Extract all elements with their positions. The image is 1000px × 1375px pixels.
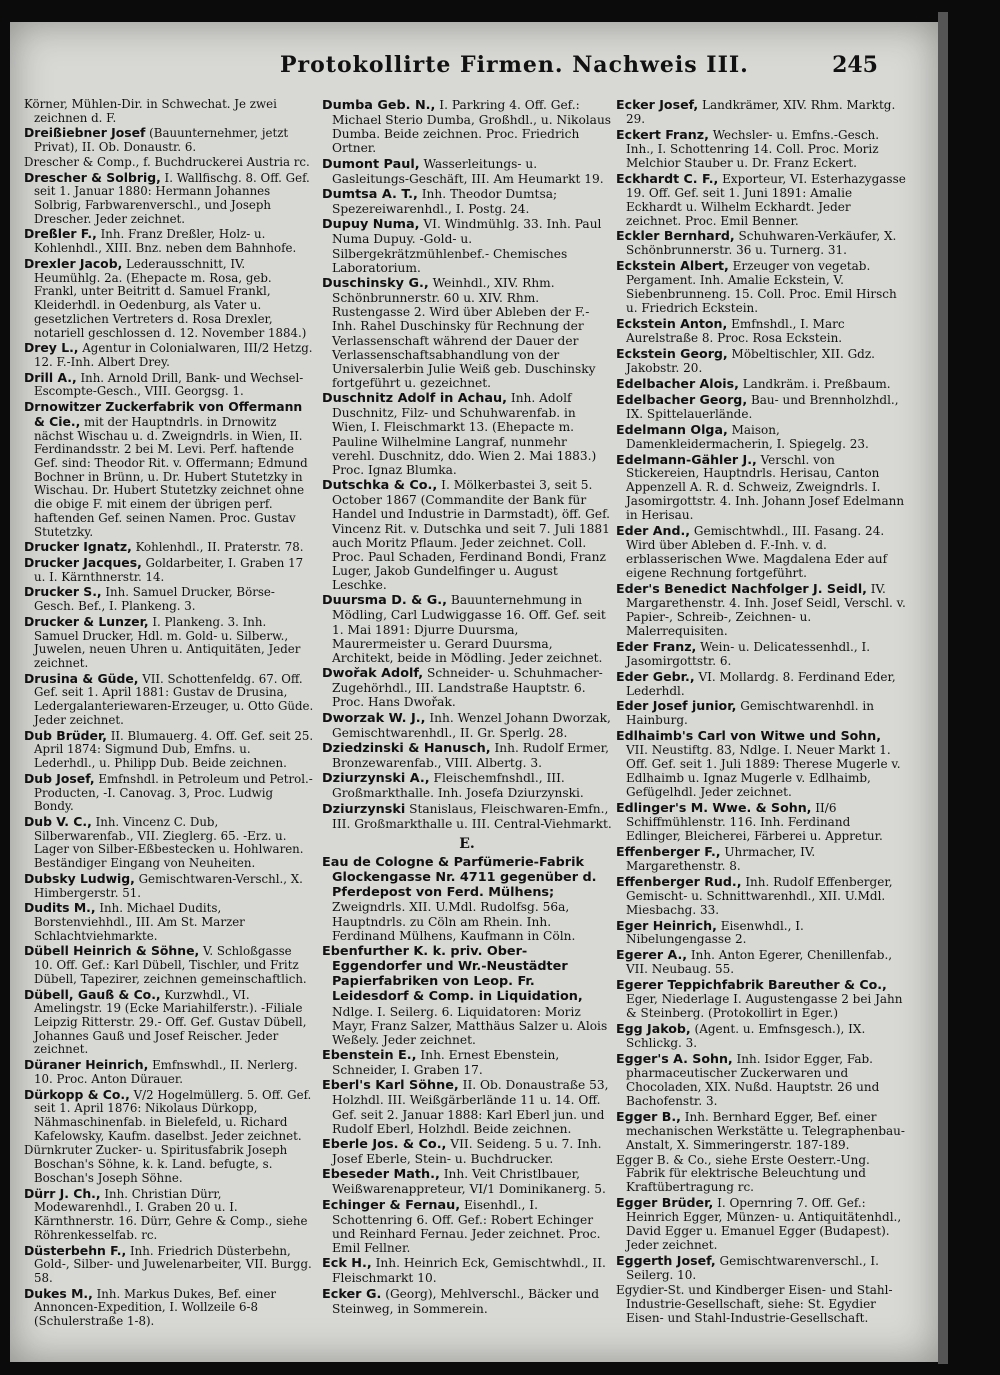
column-1: [24, 98, 314, 1330]
firm-name: Drusina & Güde,: [24, 670, 139, 686]
entry-text: I. Parkring 4. Off. Gef.: Michael Sterio Dumba, Großhdl., u. Nikolaus Dumba. Beide zeichnen. Proc. Friedrich Ortner.: [332, 98, 612, 156]
directory-entry: [24, 126, 314, 154]
entry-text: Inh. Rudolf Ermer, Bronzewarenfab., VIII. Albertg. 3.: [332, 740, 610, 771]
entry-text: (Georg), Mehlverschl., Bäcker und Steinweg, in Sommerein.: [332, 1286, 600, 1316]
directory-entry: [322, 98, 612, 156]
directory-entry: [616, 640, 906, 669]
directory-entry: [24, 257, 314, 340]
entry-text: Inh. Wenzel Johann Dworzak, Gemischtwarenhdl., II. Gr. Sperlg. 28.: [332, 710, 611, 740]
entry-text: Gemischtwaren-Verschl., X. Himbergerstr. 51.: [34, 871, 303, 900]
entry-text: Inh. Theodor Dumtsa; Spezereiwarenhdl., I. Postg. 24.: [332, 186, 558, 217]
entry-text: Maison, Damenkleidermacherin, I. Spiegelg. 23.: [626, 422, 869, 451]
directory-entry: [616, 1254, 906, 1283]
entry-text: Agentur in Colonialwaren, III/2 Hetzg. 12. F.-Inh. Albert Drey.: [34, 341, 313, 369]
entry-text: Inh. Heinrich Eck, Gemischtwhdl., II. Fleischmarkt 10.: [332, 1256, 606, 1286]
directory-entry: [616, 875, 906, 918]
firm-name: Düsterbehn F.,: [24, 1242, 127, 1258]
firm-name: Dukes M.,: [24, 1285, 93, 1301]
firm-name: Edelbacher Georg,: [616, 391, 748, 407]
firm-name: Drescher & Solbrig,: [24, 169, 161, 185]
directory-entry: [322, 391, 612, 477]
firm-name: Dudits M.,: [24, 900, 96, 916]
directory-entry: [322, 802, 612, 831]
firm-name: Egger Brüder,: [616, 1195, 714, 1211]
entry-text: I. Plankeng. 3. Inh. Samuel Drucker, Hdl. m. Gold- u. Silberw., Juwelen, neuen Uhren u. Antiquitäten, Jeder zeichnet.: [34, 614, 301, 671]
firm-name: Dubsky Ludwig,: [24, 870, 135, 886]
directory-entry: [616, 393, 906, 422]
firm-name: Dürr J. Ch.,: [24, 1185, 101, 1201]
entry-text: Ndlge. I. Seilerg. 6. Liquidatoren: Moriz Mayr, Franz Salzer, Matthäus Salzer u. Alois Weßely. Jeder zeichnet.: [332, 1004, 608, 1047]
entry-text: Lederausschnitt, IV. Heumühlg. 2a. (Ehepacte m. Rosa, geb. Frankl, unter Beitritt d. Samuel Frankl, Kleiderhdl. in Oedenburg, als Vater u. gesetzlichen Vertreters d. Rosa Drexler, notariell geschlossen d. 12. November 1884.): [34, 256, 307, 340]
entry-text: Emfnswhdl., II. Nerlerg. 10. Proc. Anton Dürauer.: [34, 1058, 298, 1086]
directory-entry: [24, 227, 314, 255]
section-letter: E.: [459, 835, 475, 852]
entry-text: Inh. Michael Dudits, Borstenviehhdl., III. Am St. Marzer Schlachtviehmarkte.: [34, 901, 245, 943]
entry-text: Möbeltischler, XII. Gdz. Jakobstr. 20.: [626, 346, 875, 375]
entry-text: Uhrmacher, IV. Margarethenstr. 8.: [626, 844, 816, 873]
entry-text: Körner, Mühlen-Dir. in Schwechat. Je zwei zeichnen d. F.: [24, 97, 277, 125]
directory-entry: [616, 801, 906, 844]
entry-text: (Agent. u. Emfnsgesch.), IX. Schlickg. 3.: [626, 1022, 866, 1050]
directory-entry: [322, 1137, 612, 1166]
firm-name: Ecker Josef,: [616, 97, 699, 112]
entry-text: Wein- u. Delicatessenhdl., I. Jasomirgottstr. 6.: [626, 639, 871, 668]
firm-name: Drexler Jacob,: [24, 255, 123, 271]
directory-entry: [24, 1088, 314, 1144]
firm-name: Drey L.,: [24, 340, 79, 356]
directory-entry: [616, 1110, 906, 1153]
directory-entry: [24, 944, 314, 986]
directory-entry: [322, 1048, 612, 1077]
firm-name: Ebeseder Math.,: [322, 1167, 440, 1183]
firm-name: Eckhardt C. F.,: [616, 170, 719, 186]
firm-name: Dub Josef,: [24, 770, 95, 786]
entry-text: Bauunternehmung in Mödling, Carl Ludwiggasse 16. Off. Gef. seit 1. Mai 1891: Djurre Duursma, Maurermeister u. Gerard Duursma, Architekt, beide in Mödling. Jeder zeichnet.: [332, 593, 606, 665]
firm-name: Effenberger Rud.,: [616, 873, 742, 889]
directory-entry: [322, 711, 612, 740]
directory-entry: [24, 901, 314, 943]
entry-text: Emfnshdl., I. Marc Aurelstraße 8. Proc. Rosa Eckstein.: [626, 317, 845, 345]
firm-name: Dworzak W. J.,: [322, 710, 426, 726]
entry-text: (Bauunternehmer, jetzt Privat), II. Ob. Donaustr. 6.: [34, 126, 289, 155]
firm-name: Egger's A. Sohn,: [616, 1050, 733, 1066]
firm-name: Ebenfurther K. k. priv. Ober-Eggendorfer und Wr.-Neustädter Papierfabriken von Leop. Fr. Leidesdorf & Comp. in Liquidation,: [322, 943, 583, 1005]
directory-entry: [616, 98, 906, 127]
firm-name: Dutschka & Co.,: [322, 478, 438, 494]
entry-text: Egydier-St. und Kindberger Eisen- und Stahl-Industrie-Gesellschaft, siehe: St. Egydier Eisen- und Stahl-Industrie-Gesellschaft.: [616, 1282, 893, 1325]
entry-text: Dürnkruter Zucker- u. Spiritusfabrik Joseph Boschan's Söhne, k. k. Land. befugte, s. Boschan's Joseph Söhne.: [24, 1143, 288, 1185]
firm-name: Duschinsky G.,: [322, 275, 429, 291]
entry-text: Weinhdl., XIV. Rhm. Schönbrunnerstr. 60 u. XIV. Rhm. Rustengasse 2. Wird über Ableben der F.-Inh. Rahel Duschinsky für Rechnung der Verlassenschaft während der Dauer der Verlassenschaftsabhandlung von der Universalerbin Julie Weiß geb. Duschinsky fortgeführt u. gezeichnet.: [332, 275, 596, 390]
directory-entry: [616, 948, 906, 977]
directory-entry: [322, 771, 612, 800]
entry-text: Landkräm. i. Preßbaum.: [742, 376, 891, 391]
directory-entry: [24, 1187, 314, 1243]
directory-entry: [322, 741, 612, 770]
page-edge: [938, 12, 948, 1364]
entry-text: Eisenwhdl., I. Nibelungengasse 2.: [626, 918, 804, 947]
firm-name: Drucker Ignatz,: [24, 539, 132, 555]
firm-name: Eder Josef junior,: [616, 698, 737, 714]
directory-entry: [322, 1167, 612, 1196]
directory-entry: [24, 988, 314, 1058]
firm-name: Dübell, Gauß & Co.,: [24, 986, 161, 1002]
firm-name: Edelmann Olga,: [616, 421, 728, 437]
firm-name: Dübell Heinrich & Söhne,: [24, 943, 200, 959]
directory-entry: [616, 423, 906, 452]
firm-name: Drucker Jacques,: [24, 555, 142, 570]
entry-text: II. Blumauerg. 4. Off. Gef. seit 25. April 1874: Sigmund Dub, Emfns. u. Lederhdl., u. Philipp Dub. Beide zeichnen.: [34, 728, 314, 771]
firm-name: Dziedzinski & Hanusch,: [322, 740, 491, 756]
entry-text: Eisenhdl., I. Schottenring 6. Off. Gef.: Robert Echinger und Reinhard Fernau. Jeder zeichnet. Proc. Emil Fellner.: [332, 1197, 601, 1256]
entry-text: VII. Neustiftg. 83, Ndlge. I. Neuer Markt 1. Off. Gef. seit 1. Juli 1889: Therese Mugerle v. Edlhaimb u. Ignaz Mugerle v. Edlhaimb, Gefügelhdl. Jeder zeichnet.: [626, 743, 901, 800]
entry-text: Inh. Markus Dukes, Bef. einer Annoncen-Expedition, I. Wollzeile 6-8 (Schulerstraße 1-8).: [34, 1286, 277, 1329]
directory-entry: [322, 1198, 612, 1256]
firm-name: Dziurzynski: [322, 801, 406, 817]
entry-text: Verschl. von Stickereien, Hauptndrls. Herisau, Canton Appenzell A. R. d. Schweiz, Zweigndrls. I. Jasomirgottstr. 4. Inh. Johann Josef Edelmann in Herisau.: [626, 452, 905, 523]
page-title: Protokollirte Firmen. Nachweis III.: [280, 52, 749, 78]
directory-entry: [616, 582, 906, 639]
directory-entry: [616, 729, 906, 800]
entry-text: VII. Schottenfeldg. 67. Off. Gef. seit 1. April 1881: Gustav de Drusina, Ledergalanteriewaren-Erzeuger, u. Otto Güde. Jeder zeichnet.: [34, 671, 314, 727]
entry-text: Inh. Samuel Drucker, Börse-Gesch. Bef., I. Plankeng. 3.: [34, 585, 275, 614]
entry-text: Exporteur, VI. Esterhazygasse 19. Off. Gef. seit 1. Juni 1891: Amalie Eckhardt u. Wilhelm Eckhardt. Jeder zeichnet. Proc. Emil Benner.: [626, 171, 906, 228]
directory-entry: [24, 672, 314, 728]
entry-text: Inh. Anton Egerer, Chenillenfab., VII. Neubaug. 55.: [626, 948, 893, 977]
directory-entry: [24, 98, 314, 125]
page-header: [10, 52, 938, 92]
firm-name: Dumba Geb. N.,: [322, 98, 436, 113]
firm-name: Edelbacher Alois,: [616, 375, 739, 391]
entry-text: Goldarbeiter, I. Graben 17 u. I. Kärnthnerstr. 14.: [34, 556, 304, 584]
directory-entry: [322, 217, 612, 275]
directory-entry: [24, 815, 314, 871]
directory-entry: [616, 317, 906, 346]
entry-text: Drescher & Comp., f. Buchdruckerei Austria rc.: [24, 154, 310, 169]
directory-entry: [24, 729, 314, 771]
directory-entry: [24, 615, 314, 671]
directory-entry: [24, 1244, 314, 1286]
directory-entry: [322, 1256, 612, 1285]
entry-text: Erzeuger von vegetab. Pergament. Inh. Amalie Eckstein, V. Siebenbrunneng. 15. Coll. Proc. Emil Hirsch u. Friedrich Eckstein.: [626, 259, 897, 316]
directory-entry: [24, 585, 314, 613]
firm-name: Dub Brüder,: [24, 727, 107, 743]
firm-name: Eau de Cologne & Parfümerie-Fabrik Glockengasse Nr. 4711 gegenüber d. Pferdepost von Ferd. Mülhens;: [322, 854, 597, 901]
entry-text: Fleischemfnshdl., III. Großmarkthalle. Inh. Josefa Dziurzynski.: [332, 771, 584, 801]
directory-entry: [24, 1287, 314, 1329]
entry-text: IV. Margarethenstr. 4. Inh. Josef Seidl, Verschl. v. Papier-, Schreib-, Zeichnen- u. Malerrequisiten.: [626, 581, 906, 638]
entry-text: VI. Windmühlg. 33. Inh. Paul Numa Dupuy. -Gold- u. Silbergekrätzmühlenbef.- Chemisches Laboratorium.: [332, 217, 602, 275]
firm-name: Echinger & Fernau,: [322, 1197, 461, 1213]
firm-name: Egerer Teppichfabrik Bareuther & Co.,: [616, 977, 887, 993]
firm-name: Eckler Bernhard,: [616, 228, 735, 244]
document-page: [10, 22, 938, 1362]
entry-text: Kurzwhdl., VI. Amelingstr. 19 (Ecke Mariahilferstr.). -Filiale Leipzig Ritterstr. 29.- Off. Gef. Gustav Dübell, Johannes Gauß und Josef Reischer. Jeder zeichnet.: [34, 987, 307, 1057]
directory-entry: [616, 1284, 906, 1326]
firm-name: Eder Franz,: [616, 638, 697, 654]
directory-entry: [616, 1154, 906, 1196]
directory-entry: [616, 699, 906, 728]
entry-text: Inh. Arnold Drill, Bank- und Wechsel-Escompte-Gesch., VIII. Georgsg. 1.: [34, 370, 304, 399]
firm-name: Dumont Paul,: [322, 156, 420, 172]
firm-name: Dwořak Adolf,: [322, 666, 424, 682]
entry-text: Gemischtwarenhdl. in Hainburg.: [626, 699, 874, 728]
entry-text: Bau- und Brennholzhdl., IX. Spittelauerlände.: [626, 392, 899, 421]
directory-entry: [322, 855, 612, 943]
entry-text: Inh. Vincenz C. Dub, Silberwarenfab., VII. Zieglerg. 65. -Erz. u. Lager von Silber-Eßbestecken u. Hohlwaren. Beständiger Eingang von Neuheiten.: [34, 814, 304, 871]
entry-text: VII. Seideng. 5 u. 7. Inh. Josef Eberle, Stein- u. Buchdrucker.: [332, 1136, 602, 1167]
directory-entry: [616, 172, 906, 229]
directory-entry: [616, 670, 906, 699]
entry-text: Inh. Franz Dreßler, Holz- u. Kohlenhdl., XIII. Bnz. neben dem Bahnhofe.: [34, 227, 297, 256]
firm-name: Dumtsa A. T.,: [322, 186, 418, 202]
firm-name: Egger B.,: [616, 1108, 681, 1124]
directory-entry: [322, 276, 612, 390]
entry-text: Eger, Niederlage I. Augustengasse 2 bei Jahn & Steinberg. (Protokollirt in Eger.): [626, 992, 903, 1021]
directory-entry: [616, 845, 906, 874]
directory-entry: [24, 772, 314, 814]
directory-entry: [24, 556, 314, 584]
directory-entry: [616, 524, 906, 581]
entry-text: VI. Mollardg. 8. Ferdinand Eder, Lederhdl.: [626, 669, 896, 698]
directory-entry: [24, 371, 314, 399]
entry-text: Gemischtwhdl., III. Fasang. 24. Wird über Ableben d. F.-Inh. v. d. erblasserischen Wwe. Magdalena Eder auf eigene Rechnung fortgeführt.: [626, 524, 888, 580]
firm-name: Drill A.,: [24, 369, 77, 385]
directory-entry: [616, 259, 906, 316]
firm-name: Edlinger's M. Wwe. & Sohn,: [616, 800, 812, 815]
entry-text: Inh. Rudolf Effenberger, Gemischt- u. Schnittwarenhdl., XII. U.Mdl. Miesbachg. 33.: [626, 874, 893, 917]
directory-entry: [616, 347, 906, 376]
firm-name: Edlhaimb's Carl von Witwe und Sohn,: [616, 728, 882, 744]
firm-name: Eder's Benedict Nachfolger J. Seidl,: [616, 580, 867, 596]
directory-entry: [322, 1078, 612, 1136]
entry-text: Inh. Veit Christlbauer, Weißwarenappreteur, VI/1 Dominikanerg. 5.: [332, 1167, 606, 1197]
directory-entry: [24, 540, 314, 555]
entry-text: V. Schloßgasse 10. Off. Gef.: Karl Dübell, Tischler, und Fritz Dübell, Tapezirer, zeichnen gemeinschaftlich.: [34, 944, 307, 986]
directory-entry: [616, 978, 906, 1021]
directory-entry: [322, 944, 612, 1047]
firm-name: Eberl's Karl Söhne,: [322, 1078, 459, 1094]
firm-name: Eckert Franz,: [616, 126, 709, 142]
entry-text: Inh. Isidor Egger, Fab. pharmaceutischer Zuckerwaren und Chocoladen, XIX. Nußd. Hauptstr. 26 und Bachofenstr. 3.: [626, 1051, 880, 1108]
firm-name: Eder And.,: [616, 523, 691, 539]
firm-name: Drnowitzer Zuckerfabrik von Offermann & Cie.,: [24, 399, 303, 429]
firm-name: Dupuy Numa,: [322, 217, 420, 233]
entry-text: Egger B. & Co., siehe Erste Oesterr.-Ung. Fabrik für elektrische Beleuchtung und Kraftübertragung rc.: [616, 1152, 870, 1195]
entry-text: V/2 Hogelmüllerg. 5. Off. Gef. seit 1. April 1876: Nikolaus Dürkopp, Nähmaschinenfab. in Bielefeld, u. Richard Kafelowsky, Kaufm. daselbst. Jeder zeichnet.: [34, 1087, 312, 1143]
directory-entry: [322, 157, 612, 186]
directory-entry: [24, 171, 314, 227]
directory-entry: [616, 1022, 906, 1051]
firm-name: Eger Heinrich,: [616, 917, 717, 933]
entry-text: Emfnshdl. in Petroleum und Petrol.-Producten, -I. Canovag. 3, Proc. Ludwig Bondy.: [34, 771, 313, 814]
entry-text: Inh. Ernest Ebenstein, Schneider, I. Graben 17.: [332, 1048, 560, 1078]
firm-name: Effenberger F.,: [616, 843, 721, 859]
directory-entry: [24, 1058, 314, 1086]
firm-name: Eckstein Anton,: [616, 316, 728, 332]
firm-name: Eckstein Albert,: [616, 258, 729, 274]
firm-name: Eberle Jos. & Co.,: [322, 1136, 447, 1152]
page-number: 245: [832, 52, 878, 78]
firm-name: Dreißiebner Josef: [24, 125, 146, 141]
entry-text: Zweigndrls. XII. U.Mdl. Rudolfsg. 56a, Hauptndrls. zu Cöln am Rhein. Inh. Ferdinand Mülhens, Kaufmann in Cöln.: [332, 900, 576, 943]
directory-entry: [322, 593, 612, 665]
firm-name: Dub V. C.,: [24, 813, 92, 829]
directory-entry: [616, 453, 906, 524]
directory-entry: [322, 1287, 612, 1316]
directory-entry: [322, 187, 612, 216]
firm-name: Ecker G.: [322, 1286, 382, 1302]
firm-name: Drucker S.,: [24, 584, 102, 600]
entry-text: Inh. Bernhard Egger, Bef. einer mechanischen Werkstätte u. Telegraphenbau-Anstalt, X. Simmeringerstr. 187-189.: [626, 1109, 905, 1152]
entry-text: Wechsler- u. Emfns.-Gesch. Inh., I. Schottenring 14. Coll. Proc. Moriz Melchior Stauber u. Dr. Franz Eckert.: [626, 127, 880, 170]
firm-name: Ebenstein E.,: [322, 1048, 417, 1063]
directory-entry: [616, 229, 906, 258]
firm-name: Drucker & Lunzer,: [24, 613, 149, 629]
entry-text: I. Wallfischg. 8. Off. Gef. seit 1. Januar 1880: Hermann Johannes Solbrig, Farbwarenverschl., und Joseph Drescher. Jeder zeichnet.: [34, 170, 310, 226]
firm-name: Duursma D. & G.,: [322, 593, 447, 609]
firm-name: Dreßler F.,: [24, 226, 97, 242]
firm-name: Edelmann-Gähler J.,: [616, 451, 757, 467]
entry-text: Inh. Adolf Duschnitz, Filz- und Schuhwarenfab. in Wien, I. Fleischmarkt 13. (Ehepacte m. Pauline Wilhelmine Langraf, nunmehr verehl. Duschnitz, ddo. Wien 2. Mai 1883.) Proc. Ignaz Blumka.: [332, 391, 597, 477]
firm-name: Egerer A.,: [616, 947, 688, 963]
entry-text: Inh. Christian Dürr, Modewarenhdl., I. Graben 20 u. I. Kärnthnerstr. 16. Dürr, Gehre & Comp., siehe Röhrenkesselfab. rc.: [34, 1186, 308, 1242]
entry-text: Landkrämer, XIV. Rhm. Marktg. 29.: [626, 98, 896, 126]
entry-text: Gemischtwarenverschl., I. Seilerg. 10.: [626, 1254, 879, 1282]
firm-name: Eckstein Georg,: [616, 345, 728, 361]
directory-entry: [322, 666, 612, 709]
directory-entry: [24, 400, 314, 539]
firm-name: Düraner Heinrich,: [24, 1057, 149, 1073]
directory-entry: [616, 128, 906, 171]
firm-name: Egg Jakob,: [616, 1021, 691, 1037]
firm-name: Dziurzynski A.,: [322, 771, 430, 787]
entry-text: Schneider- u. Schuhmacher-Zugehörhdl., III. Landstraße Hauptstr. 6. Proc. Hans Dwořak.: [332, 666, 603, 710]
entry-text: I. Opernring 7. Off. Gef.: Heinrich Egger, Münzen- u. Antiquitätenhdl., David Egger u. Emanuel Egger (Budapest). Jeder zeichnet.: [626, 1196, 902, 1253]
entry-text: Kohlenhdl., II. Praterstr. 78.: [135, 540, 304, 555]
entry-text: I. Mölkerbastei 3, seit 5. October 1867 (Commandite der Bank für Handel und Industrie in Darmstadt), öff. Gef. Vincenz Rit. v. Dutschka und seit 7. Juli 1881 auch Moritz Pflaum. Jeder zeichnet. Coll. Proc. Paul Schaden, Ferdinand Bondi, Franz Luger, Jakob Gundelfinger u. August Leschke.: [332, 478, 611, 593]
directory-entry: [616, 919, 906, 948]
firm-name: Duschnitz Adolf in Achau,: [322, 391, 507, 407]
directory-entry: [24, 1144, 314, 1185]
directory-entry: [24, 341, 314, 369]
firm-name: Eder Gebr.,: [616, 668, 695, 684]
entry-text: Wasserleitungs- u. Gasleitungs-Geschäft, III. Am Heumarkt 19.: [332, 156, 604, 186]
directory-entry: [616, 377, 906, 392]
directory-entry: [24, 156, 314, 170]
directory-entry: [616, 1052, 906, 1109]
firm-name: Dürkopp & Co.,: [24, 1086, 130, 1102]
directory-entry: [24, 872, 314, 900]
firm-name: Eggerth Josef,: [616, 1253, 716, 1269]
directory-entry: [322, 478, 612, 592]
entry-text: II. Ob. Donaustraße 53, Holzhdl. III. Weißgärberlände 11 u. 14. Off. Gef. seit 2. Januar 1888: Karl Eberl jun. und Rudolf Eberl, Holzhdl. Beide zeichnen.: [332, 1078, 609, 1136]
entry-text: mit der Hauptndrls. in Drnowitz nächst Wischau u. d. Zweigndrls. in Wien, II. Ferdinandsstr. 2 bei M. Levi. Perf. haftende Gef. sind: Theodor Rit. v. Offermann; Edmund Bochner in Brünn, u. Dr. Hubert Stutetzky in Wischau. Dr. Hubert Stutetzky zeichnet ohne die obige F. mit einem der übrigen perf. haftenden Gef. seinen Namen. Proc. Gustav Stutetzky.: [34, 414, 308, 539]
column-2: [322, 98, 612, 1317]
entry-text: Stanislaus, Fleischwaren-Emfn., III. Großmarkthalle u. III. Central-Viehmarkt.: [332, 801, 612, 831]
column-3: [616, 98, 906, 1327]
entry-text: II/6 Schiffmühlenstr. 116. Inh. Ferdinand Edlinger, Bleicherei, Färberei u. Appretur.: [626, 801, 883, 843]
directory-entry: [616, 1196, 906, 1253]
entry-text: Schuhwaren-Verkäufer, X. Schönbrunnerstr. 36 u. Turnerg. 31.: [626, 229, 897, 258]
firm-name: Eck H.,: [322, 1256, 372, 1272]
entry-text: Inh. Friedrich Düsterbehn, Gold-, Silber- und Juwelenarbeiter, VII. Burgg. 58.: [34, 1243, 312, 1285]
